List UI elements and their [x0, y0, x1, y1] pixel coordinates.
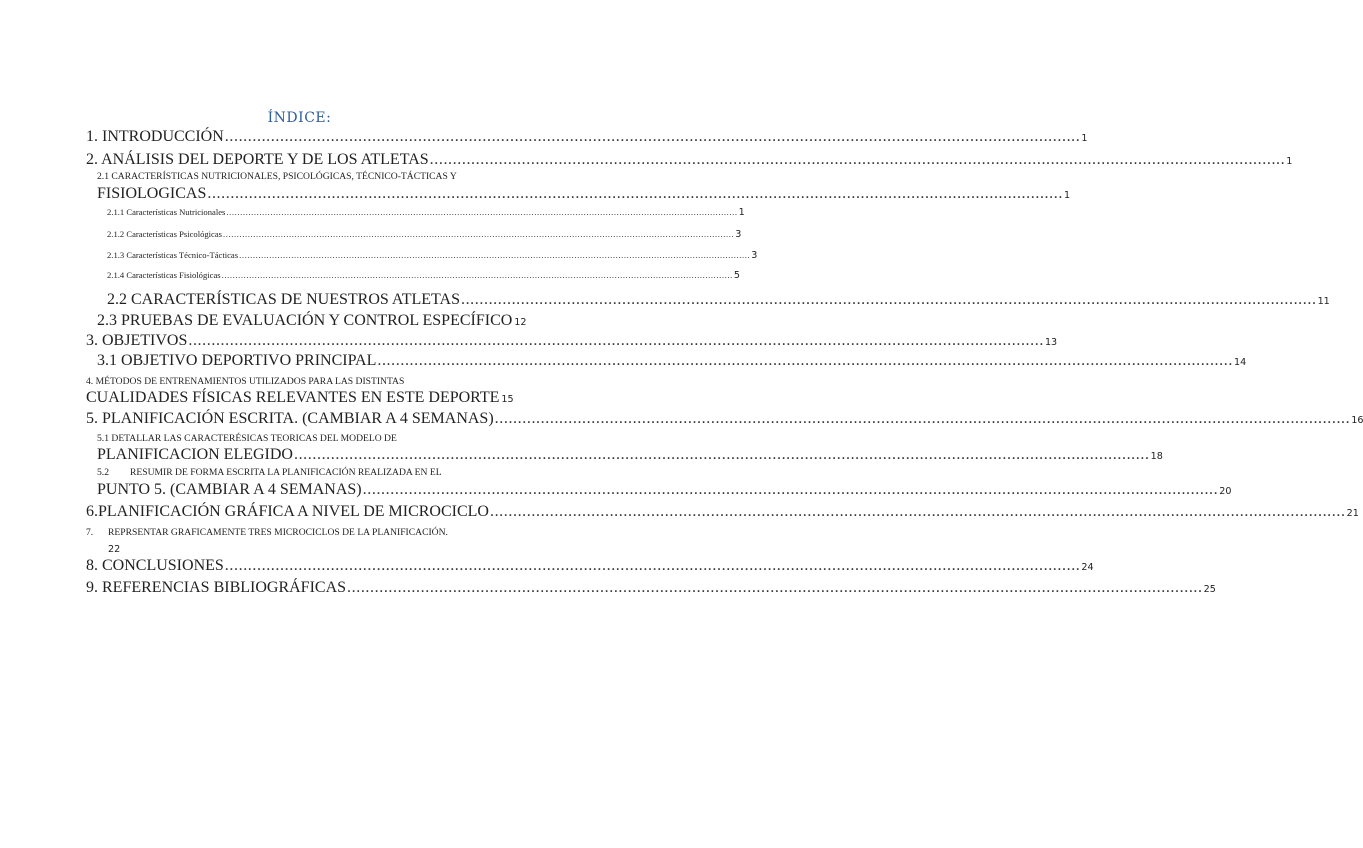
toc-page-number: 1 [1081, 133, 1088, 144]
toc-entry-label: 2.2 CARACTERÍSTICAS DE NUESTROS ATLETAS [107, 291, 460, 308]
toc-entry-label: 3. OBJETIVOS [86, 332, 188, 349]
toc-entry-conclusiones[interactable] [86, 557, 1094, 574]
toc-title: ÍNDICE: [267, 110, 332, 126]
toc-entry-label: 9. REFERENCIAS BIBLIOGRÁFICAS [86, 579, 347, 596]
toc-entry-label: 2.3 PRUEBAS DE EVALUACIÓN Y CONTROL ESPECÍFICO [97, 312, 513, 329]
toc-entry-label: PLANIFICACIÓN GRÁFICA A NIVEL DE MICROCICLO [98, 503, 489, 520]
toc-page-number: 18 [1150, 451, 1163, 462]
toc-entry-number: 6. [86, 503, 98, 520]
toc-page-number: 20 [1219, 486, 1232, 497]
toc-page-number: 5 [733, 270, 740, 281]
toc-leader-dots: .......................................................................................................................................................................................... [377, 352, 1233, 369]
toc-entry-5-1[interactable] [97, 446, 1163, 463]
toc-page-number: 15 [501, 394, 514, 405]
toc-leader-dots: .......................................................................................................................................................................................... [494, 410, 1351, 427]
toc-leader-dots: .......................................................................................................................................................................................... [460, 291, 1317, 308]
toc-entry-2-1-line1[interactable]: 2.1 CARACTERÍSTICAS NUTRICIONALES, PSICOLÓGICAS, TÉCNICO-TÁCTICAS Y [97, 171, 457, 182]
toc-entry-7-line1[interactable] [86, 525, 448, 540]
toc-entry-label: PUNTO 5. (CAMBIAR A 4 SEMANAS) [97, 481, 362, 498]
toc-entry-label-line1: REPRSENTAR GRAFICAMENTE TRES MICROCICLOS DE LA PLANIFICACIÓN. [108, 527, 448, 538]
toc-leader-dots: .......................................................................................................................................................................................... [223, 229, 735, 239]
toc-entry-2-1-1[interactable] [107, 207, 745, 222]
toc-entry-label: 2.1.1 Características Nutricionales [107, 207, 226, 217]
toc-entry-analisis[interactable] [86, 151, 1293, 168]
toc-leader-dots: .......................................................................................................................................................................................... [226, 207, 738, 217]
toc-entry-2-1-3[interactable] [107, 250, 758, 265]
toc-entry-7-page[interactable] [108, 540, 120, 555]
toc-page-number: 24 [1081, 562, 1094, 573]
toc-leader-dots: .......................................................................................................................................................................................... [221, 270, 733, 280]
toc-entry-2-3[interactable] [97, 312, 527, 329]
toc-entry-5-2-line1[interactable] [97, 465, 442, 480]
toc-entry-label: CUALIDADES FÍSICAS RELEVANTES EN ESTE DEPORTE [86, 389, 500, 406]
toc-page-number: 21 [1346, 508, 1359, 519]
toc-entry-label-line1: RESUMIR DE FORMA ESCRITA LA PLANIFICACIÓN REALIZADA EN EL [130, 467, 442, 478]
toc-leader-dots: .......................................................................................................................................................................................... [429, 151, 1286, 168]
toc-entry-label: PLANIFICACION ELEGIDO [97, 446, 293, 463]
toc-entry-4-line1[interactable]: 4. MÉTODOS DE ENTRENAMIENTOS UTILIZADOS PARA LAS DISTINTAS [86, 376, 405, 387]
toc-entry-2-1[interactable] [97, 185, 1071, 202]
toc-page-number: 1 [1286, 156, 1293, 167]
toc-entry-label: 2. ANÁLISIS DEL DEPORTE Y DE LOS ATLETAS [86, 151, 429, 168]
toc-entry-label: 2.1.2 Características Psicológicas [107, 229, 223, 239]
toc-entry-2-2[interactable] [107, 291, 1330, 308]
toc-leader-dots: .......................................................................................................................................................................................... [293, 446, 1150, 463]
toc-entry-label: 2.1.4 Características Fisiológicas [107, 270, 221, 280]
toc-leader-dots: .......................................................................................................................................................................................... [347, 579, 1203, 596]
toc-entry-label: FISIOLOGICAS [97, 185, 207, 202]
toc-leader-dots: .......................................................................................................................................................................................... [224, 128, 1081, 145]
toc-entry-5-1-line1[interactable]: 5.1 DETALLAR LAS CARACTERÉSICAS TEORICAS DEL MODELO DE [97, 433, 397, 444]
toc-page-number: 13 [1044, 337, 1058, 348]
toc-page-number: 3 [735, 229, 742, 240]
toc-page-number: 11 [1317, 296, 1330, 307]
toc-entry-referencias[interactable] [86, 579, 1216, 596]
toc-page-number: 14 [1233, 357, 1247, 368]
toc-entry-2-1-2[interactable] [107, 229, 742, 244]
toc-page-number: 1 [1063, 190, 1071, 201]
toc-entry-number: 7. [86, 527, 94, 538]
toc-page-number: 3 [751, 250, 758, 261]
toc-entry-5-2[interactable] [97, 481, 1232, 498]
toc-leader-dots: .......................................................................................................................................................................................... [362, 481, 1219, 498]
toc-entry-label: 5. PLANIFICACIÓN ESCRITA. (CAMBIAR A 4 SEMANAS) [86, 410, 494, 427]
toc-entry-planificacion-escrita[interactable] [86, 410, 1363, 427]
toc-entry-metodos[interactable] [86, 389, 513, 404]
toc-leader-dots: .......................................................................................................................................................................................... [239, 250, 751, 260]
toc-leader-dots: .......................................................................................................................................................................................... [489, 503, 1346, 520]
toc-page-number: 25 [1203, 584, 1216, 595]
toc-leader-dots: .......................................................................................................................................................................................... [224, 557, 1081, 574]
toc-entry-3-1[interactable] [97, 352, 1247, 369]
toc-entry-label: 3.1 OBJETIVO DEPORTIVO PRINCIPAL [97, 352, 377, 369]
toc-entry-number: 5.2 [97, 467, 109, 478]
toc-leader-dots: .......................................................................................................................................................................................... [188, 332, 1044, 349]
toc-page-number: 22 [108, 544, 121, 555]
toc-page-number: 16 [1351, 415, 1363, 426]
toc-entry-label: 8. CONCLUSIONES [86, 557, 224, 574]
toc-entry-planificacion-grafica[interactable] [86, 503, 1359, 520]
toc-entry-label: 1. INTRODUCCIÓN [86, 128, 224, 145]
toc-entry-2-1-4[interactable] [107, 270, 740, 285]
toc-page-number: 12 [514, 317, 527, 328]
toc-entry-introduccion[interactable] [86, 128, 1088, 145]
toc-page-number: 1 [738, 207, 745, 218]
toc-entry-label: 2.1.3 Características Técnico-Tácticas [107, 250, 239, 260]
toc-entry-objetivos[interactable] [86, 332, 1058, 349]
toc-leader-dots: .......................................................................................................................................................................................... [207, 185, 1063, 202]
